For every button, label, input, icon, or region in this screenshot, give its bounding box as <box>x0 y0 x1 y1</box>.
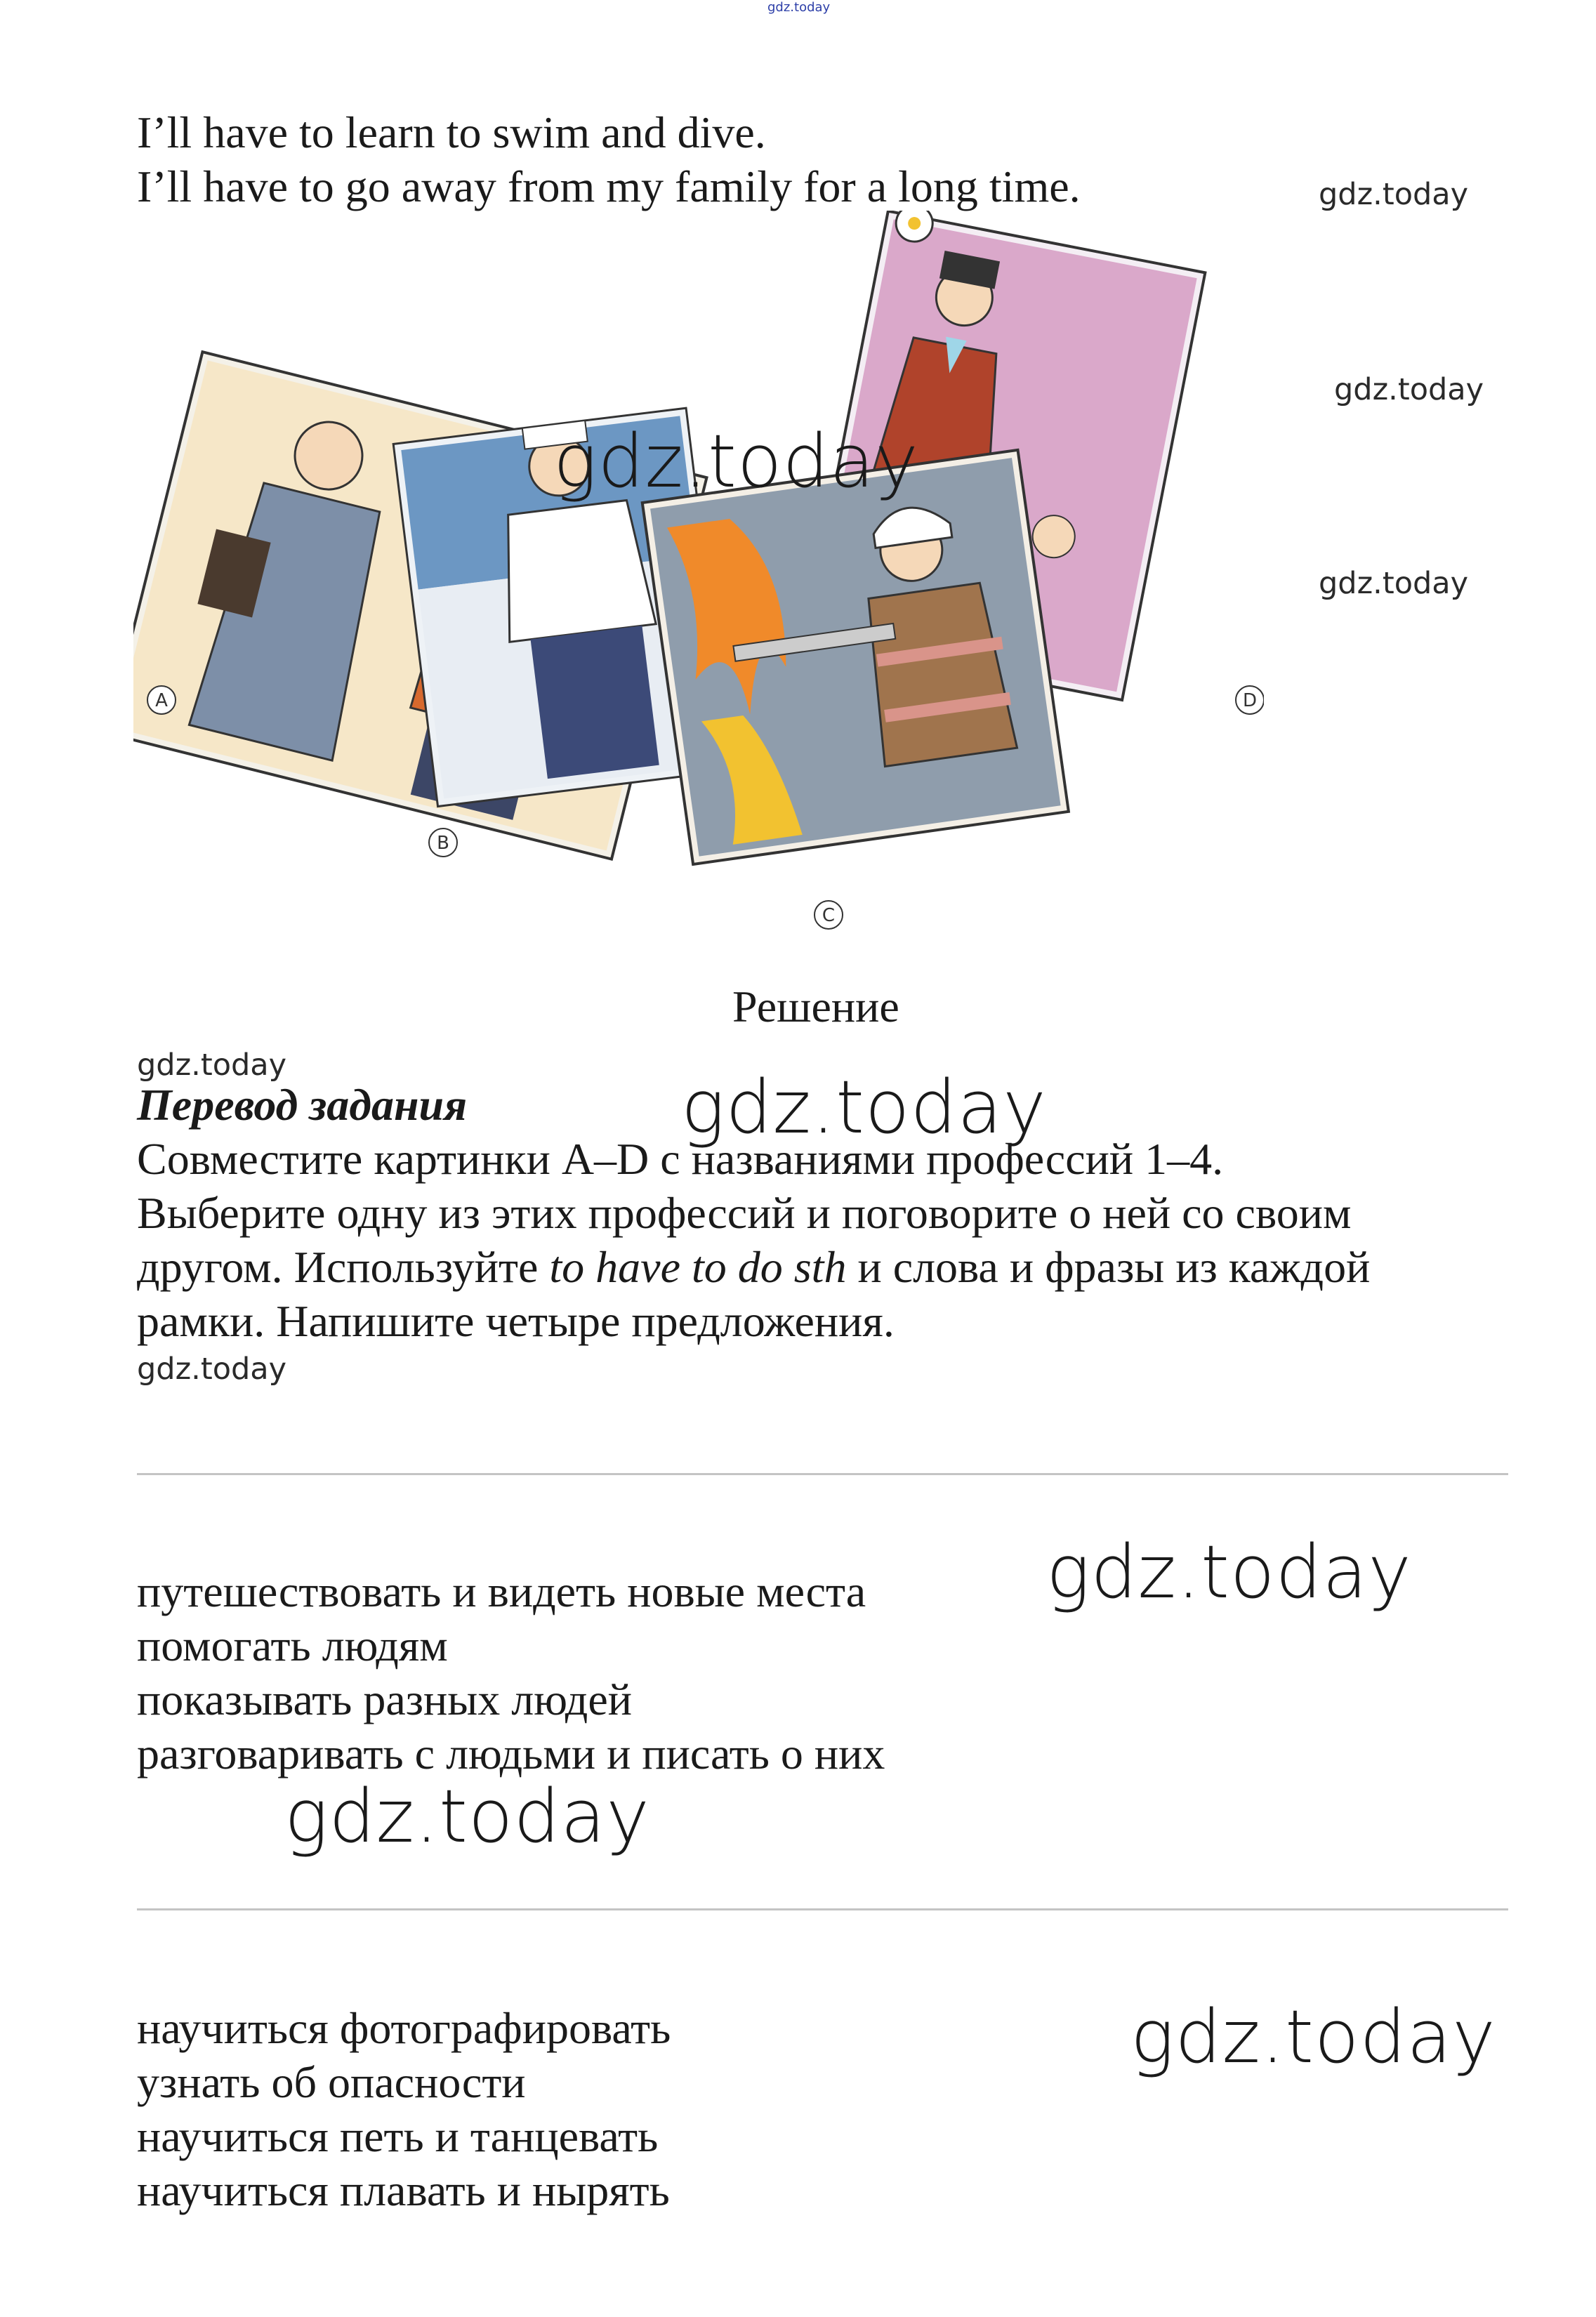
watermark: gdz.today <box>553 418 919 504</box>
watermark: gdz.today <box>137 1048 287 1083</box>
box1-item: помогать людям <box>137 1620 448 1670</box>
watermark: gdz.today <box>1319 177 1469 212</box>
translation-line-2: Выберите одну из этих профессий и поговорите о ней со своим <box>137 1188 1352 1238</box>
watermark: gdz.today <box>137 1352 287 1387</box>
intro-line-1: I’ll have to learn to swim and dive. <box>137 107 766 157</box>
box1-item: показывать разных людей <box>137 1675 632 1724</box>
divider <box>137 1473 1508 1475</box>
label-b: B <box>437 833 449 854</box>
watermark: gdz.today <box>1334 372 1484 407</box>
picture-c <box>642 450 1069 864</box>
box2-item: научиться петь и танцевать <box>137 2111 659 2161</box>
top-watermark: gdz.today <box>767 0 831 15</box>
box2-item: научиться плавать и нырять <box>137 2165 670 2215</box>
label-d: D <box>1242 690 1258 711</box>
label-a: A <box>155 690 168 711</box>
watermark: gdz.today <box>1319 566 1469 601</box>
translation-line-3-post: и слова и фразы из каждой <box>846 1242 1371 1292</box>
watermark: gdz.today <box>1130 1994 1496 2080</box>
translation-line-3-pre: другом. Используйте <box>137 1242 550 1292</box>
box2-item: научиться фотографировать <box>137 2003 671 2053</box>
watermark: gdz.today <box>1046 1529 1412 1615</box>
picture-label-c <box>815 901 843 929</box>
intro-line-2: I’ll have to go away from my family for a long time. <box>137 161 1081 211</box>
translation-line-3-em: to have to do sth <box>549 1242 847 1292</box>
professions-illustration <box>133 211 1264 941</box>
solution-heading: Решение <box>732 982 899 1031</box>
picture-label-b <box>429 829 457 857</box>
box2-item: узнать об опасности <box>137 2057 526 2107</box>
box1-item: разговаривать с людьми и писать о них <box>137 1729 885 1778</box>
label-c: C <box>822 905 836 926</box>
picture-label-a <box>147 686 176 714</box>
watermark: gdz.today <box>284 1774 650 1859</box>
box1-item: путешествовать и видеть новые места <box>137 1566 866 1616</box>
picture-label-d <box>1236 686 1264 714</box>
translation-line-1: Совместите картинки A–D с названиями профессий 1–4. <box>137 1134 1224 1184</box>
watermark: gdz.today <box>681 1064 1047 1150</box>
translation-line-4: рамки. Напишите четыре предложения. <box>137 1296 895 1346</box>
translation-line-3 <box>137 1240 1370 1294</box>
divider <box>137 1908 1508 1910</box>
translation-title: Перевод задания <box>137 1080 468 1130</box>
